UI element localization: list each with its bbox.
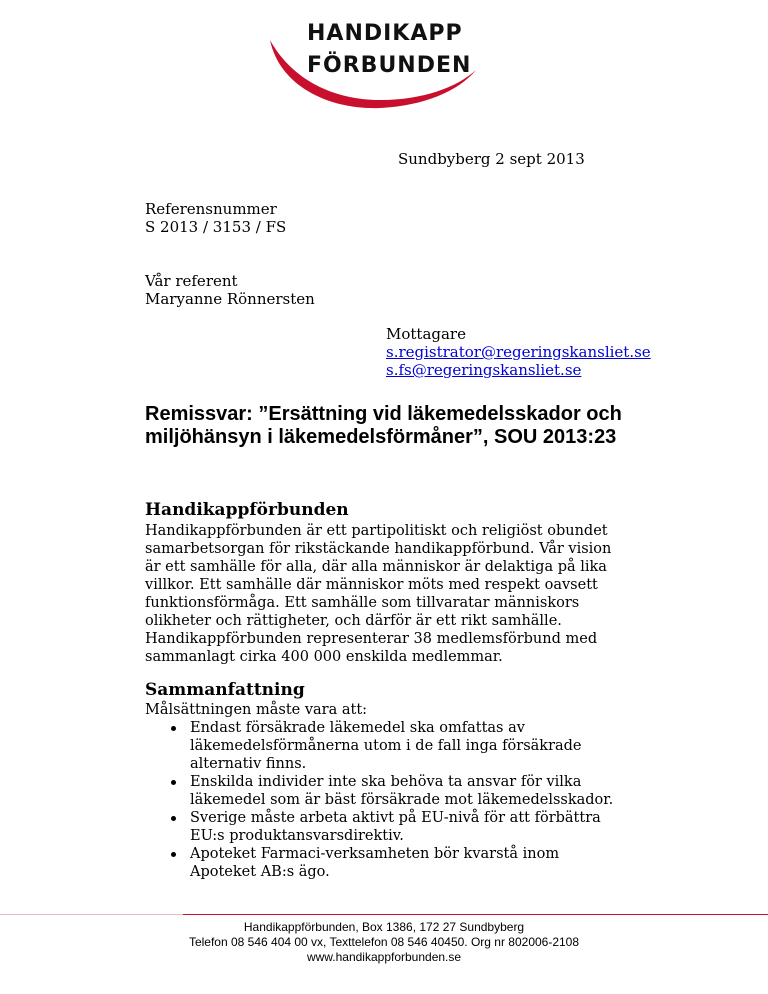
bullet-icon bbox=[171, 852, 176, 857]
list-item bbox=[145, 773, 625, 809]
bullet-text: Endast försäkrade läkemedel ska omfattas av läkemedelsförmånerna utom i de fall inga försäkrade alternativ finns. bbox=[190, 720, 582, 772]
section-heading-organization: Handikappförbunden bbox=[145, 500, 349, 520]
bullet-icon bbox=[171, 780, 176, 785]
logo-text-line-1: HANDIKAPP bbox=[307, 21, 463, 46]
logo-text-line-2: FÖRBUNDEN bbox=[307, 53, 472, 78]
footer-address: Handikappförbunden, Box 1386, 172 27 Sundbyberg bbox=[243, 920, 525, 934]
referent-name: Maryanne Rönnersten bbox=[145, 290, 315, 308]
list-item bbox=[145, 809, 625, 845]
recipient-email-link[interactable]: s.fs@regeringskansliet.se bbox=[386, 361, 582, 379]
recipient-label: Mottagare bbox=[386, 325, 466, 343]
page-footer bbox=[0, 920, 768, 965]
letter-date: Sundbyberg 2 sept 2013 bbox=[398, 150, 585, 168]
reference-number: S 2013 / 3153 / FS bbox=[145, 218, 287, 236]
bullet-icon bbox=[171, 726, 176, 731]
footer-website: www.handikappforbunden.se bbox=[306, 950, 462, 964]
bullet-text: Enskilda individer inte ska behöva ta ansvar för vilka läkemedel som är bäst försäkrade mot läkemedelsskador. bbox=[190, 774, 614, 808]
organization-logo bbox=[262, 18, 482, 116]
document-title: Remissvar: ”Ersättning vid läkemedelsskador och miljöhänsyn i läkemedelsförmåner”, SOU 2013:23 bbox=[145, 403, 622, 448]
list-item bbox=[145, 719, 625, 773]
recipient-email-link[interactable]: s.registrator@regeringskansliet.se bbox=[386, 343, 651, 361]
reference-label: Referensnummer bbox=[145, 200, 277, 218]
summary-bullet-list bbox=[145, 719, 625, 881]
bullet-icon bbox=[171, 816, 176, 821]
footer-divider bbox=[0, 914, 768, 915]
bullet-text: Apoteket Farmaci-verksamheten bör kvarstå inom Apoteket AB:s ägo. bbox=[190, 846, 560, 880]
section-body-organization: Handikappförbunden är ett partipolitiskt och religiöst obundet samarbetsorgan för rikstäckande handikappförbund. Vår vision är ett samhälle för alla, där alla människor är delaktiga på lika villkor. Ett samhälle där människor möts med respekt oavsett funktionsförmåga. Ett samhälle som tillvaratar människors olikheter och rättigheter, och därför är ett rikt samhälle. Handikappförbunden representerar 38 medlemsförbund med sammanlagt cirka 400 000 enskilda medlemmar. bbox=[145, 523, 612, 665]
list-item bbox=[145, 845, 625, 881]
bullet-text: Sverige måste arbeta aktivt på EU-nivå för att förbättra EU:s produktansvarsdirektiv. bbox=[190, 810, 601, 844]
summary-intro: Målsättningen måste vara att: bbox=[145, 702, 368, 718]
footer-contact: Telefon 08 546 404 00 vx, Texttelefon 08 546 40450. Org nr 802006-2108 bbox=[188, 935, 580, 949]
section-heading-summary: Sammanfattning bbox=[145, 680, 305, 700]
referent-label: Vår referent bbox=[145, 272, 238, 290]
